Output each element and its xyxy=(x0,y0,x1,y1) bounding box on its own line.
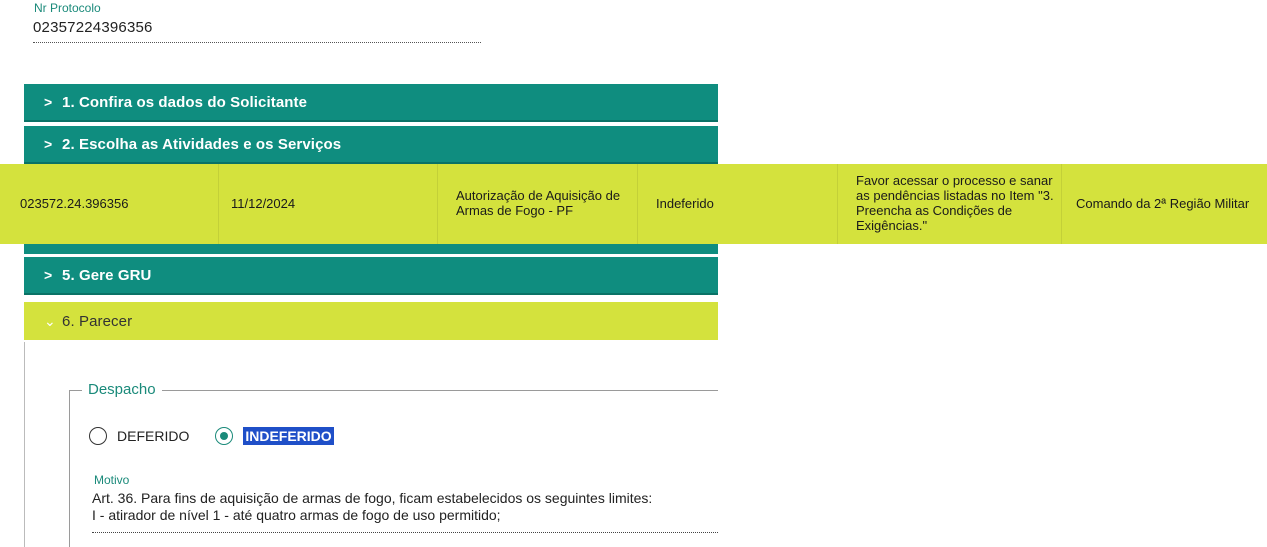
fieldset-border-top xyxy=(69,390,718,391)
section-5-header[interactable] xyxy=(24,257,718,295)
motivo-line: I - atirador de nível 1 - até quatro armas de fogo de uso permitido; xyxy=(92,507,501,523)
section-2-header[interactable] xyxy=(24,126,718,164)
section-5-label: 5. Gere GRU xyxy=(62,266,152,284)
protocol-value: 02357224396356 xyxy=(33,19,153,36)
result-organ: Comando da 2ª Região Militar xyxy=(1076,195,1250,211)
motivo-label: Motivo xyxy=(94,473,130,487)
fieldset-border-left xyxy=(69,390,70,547)
chevron-right-icon: > xyxy=(44,136,53,152)
radio-checked-icon[interactable] xyxy=(215,427,233,445)
deferido-option-label[interactable]: DEFERIDO xyxy=(117,428,190,444)
radio-unchecked-icon[interactable] xyxy=(89,427,107,445)
section-6-header[interactable] xyxy=(24,302,718,340)
section-2-label: 2. Escolha as Atividades e os Serviços xyxy=(62,135,342,153)
result-date: 11/12/2024 xyxy=(219,164,438,244)
despacho-radio-group xyxy=(89,427,360,445)
chevron-right-icon: > xyxy=(44,94,53,110)
result-note: Favor acessar o processo e sanar as pendências listadas no Item "3. Preencha as Condições de Exigências." xyxy=(838,164,1062,244)
result-protocol: 023572.24.396356 xyxy=(0,164,219,244)
indeferido-option-label[interactable]: INDEFERIDO xyxy=(245,428,332,444)
result-status: Indeferido xyxy=(638,164,838,244)
motivo-line: Art. 36. Para fins de aquisição de armas de fogo, ficam estabelecidos os seguintes limites: xyxy=(92,490,653,506)
motivo-underline xyxy=(92,532,718,533)
result-service: Autorização de Aquisição de Armas de Fogo - PF xyxy=(438,164,638,244)
despacho-legend: Despacho xyxy=(82,381,162,398)
section-6-label: 6. Parecer xyxy=(62,312,133,330)
section-1-header[interactable] xyxy=(24,84,718,122)
chevron-down-icon: ⌄ xyxy=(44,312,56,329)
chevron-right-icon: > xyxy=(44,267,53,283)
protocol-label: Nr Protocolo xyxy=(34,1,101,15)
motivo-field[interactable] xyxy=(92,490,722,524)
result-row xyxy=(0,164,1267,244)
section-1-label: 1. Confira os dados do Solicitante xyxy=(62,93,308,111)
protocol-underline xyxy=(33,42,481,43)
